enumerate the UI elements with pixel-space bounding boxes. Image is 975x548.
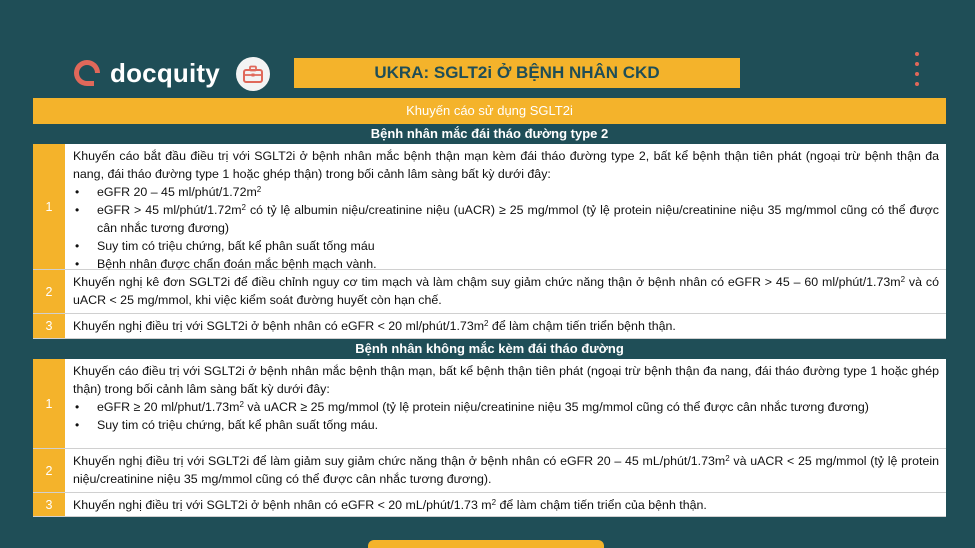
list-item: • eGFR 20 – 45 $ml/phút/1.72m^2$	[73, 183, 939, 201]
row-content: Khuyến nghị điều trị với SGLT2i để làm giảm suy giảm chức năng thận ở bệnh nhân có eGFR 20 – 45 $mL/phút/1.73m^2$ và uACR < 25 mg/mmol (tỷ lệ protein niệu/creatinine niệu 35 mg/mmol cũng có thể được cân nhắc tương đương).	[73, 454, 939, 486]
table-header: Khuyến cáo sử dụng SGLT2i	[33, 98, 946, 124]
briefcase-icon	[243, 65, 263, 83]
row-number: 1	[33, 144, 65, 269]
row-number: 3	[33, 314, 65, 338]
bottom-accent-tab	[368, 540, 604, 548]
page-title: UKRA: SGLT2i Ở BỆNH NHÂN CKD	[294, 58, 740, 88]
list-item: • Bệnh nhân được chẩn đoán mắc bệnh mạch vành.	[73, 255, 939, 273]
list-item: • Suy tim có triệu chứng, bất kể phân suất tống máu.	[73, 416, 939, 434]
table-row	[33, 314, 946, 339]
row-number: 2	[33, 449, 65, 492]
row-intro: Khuyến cáo điều trị với SGLT2i ở bệnh nhân mắc bệnh thận mạn, bất kể bệnh thận tiên phát (ngoại trừ bệnh thận đa nang, đái tháo đường type 1 hoặc ghép thận) trong bối cảnh lâm sàng bất kỳ dưới đây:	[73, 364, 939, 396]
bullet-list	[73, 398, 939, 434]
docquity-logo	[70, 56, 220, 90]
row-intro: Khuyến cáo bắt đầu điều trị với SGLT2i ở bệnh nhân mắc bệnh thận mạn kèm đái tháo đường type 2, bất kể bệnh thận tiên phát (ngoại trừ bệnh thận đa nang, đái tháo đường type 1 hoặc ghép thận) trong bối cảnh lâm sàng bất kỳ dưới đây:	[73, 149, 939, 181]
row-number: 2	[33, 270, 65, 313]
row-content	[65, 144, 946, 269]
section-title-no-diabetes: Bệnh nhân không mắc kèm đái tháo đường	[33, 339, 946, 359]
table-row	[33, 270, 946, 314]
docquity-logo-icon	[70, 56, 104, 90]
row-content: Khuyến nghị điều trị với SGLT2i ở bệnh nhân có eGFR < 20 mL/phút/1.73 $m^2$ để làm chậm tiến triển của bệnh thận.	[73, 498, 707, 512]
table-row	[33, 359, 946, 449]
row-number: 3	[33, 493, 65, 516]
row-content	[65, 359, 946, 448]
table-row	[33, 144, 946, 270]
section-title-diabetes: Bệnh nhân mắc đái tháo đường type 2	[33, 124, 946, 144]
list-item: • Suy tim có triệu chứng, bất kể phân suất tống máu	[73, 237, 939, 255]
brand-name: docquity	[110, 57, 220, 88]
table-row	[33, 493, 946, 517]
bullet-list	[73, 183, 939, 273]
table-row	[33, 449, 946, 493]
row-number: 1	[33, 359, 65, 448]
recommendation-table	[33, 98, 946, 517]
vertical-dots-icon	[912, 52, 922, 86]
list-item: • eGFR > 45 $ml/phút/1.72m^2$ có tỷ lệ albumin niệu/creatinine niệu (uACR) ≥ 25 mg/mmol (tỷ lệ protein niệu/creatinine niệu 35 mg/mmol cũng có thể được cân nhắc tương đương)	[73, 201, 939, 237]
briefcase-badge	[236, 57, 270, 91]
list-item: • eGFR ≥ 20 $ml/phut/1.73m^2$ và uACR ≥ 25 mg/mmol (tỷ lệ protein niệu/creatinine niệu 35 mg/mmol cũng có thể được cân nhắc tương đương)	[73, 398, 939, 416]
row-content: Khuyến nghị kê đơn SGLT2i để điều chỉnh nguy cơ tim mạch và làm chậm suy giảm chức năng thận ở bệnh nhân có eGFR > 45 – 60 $ml/phút/1.73m^2$ và có uACR < 25 mg/mmol, khi việc kiểm soát đường huyết còn hạn chế.	[73, 275, 939, 307]
row-content: Khuyến nghị điều trị với SGLT2i ở bệnh nhân có eGFR < 20 $ml/phút/1.73m^2$ để làm chậm tiến triển bệnh thận.	[73, 319, 676, 333]
